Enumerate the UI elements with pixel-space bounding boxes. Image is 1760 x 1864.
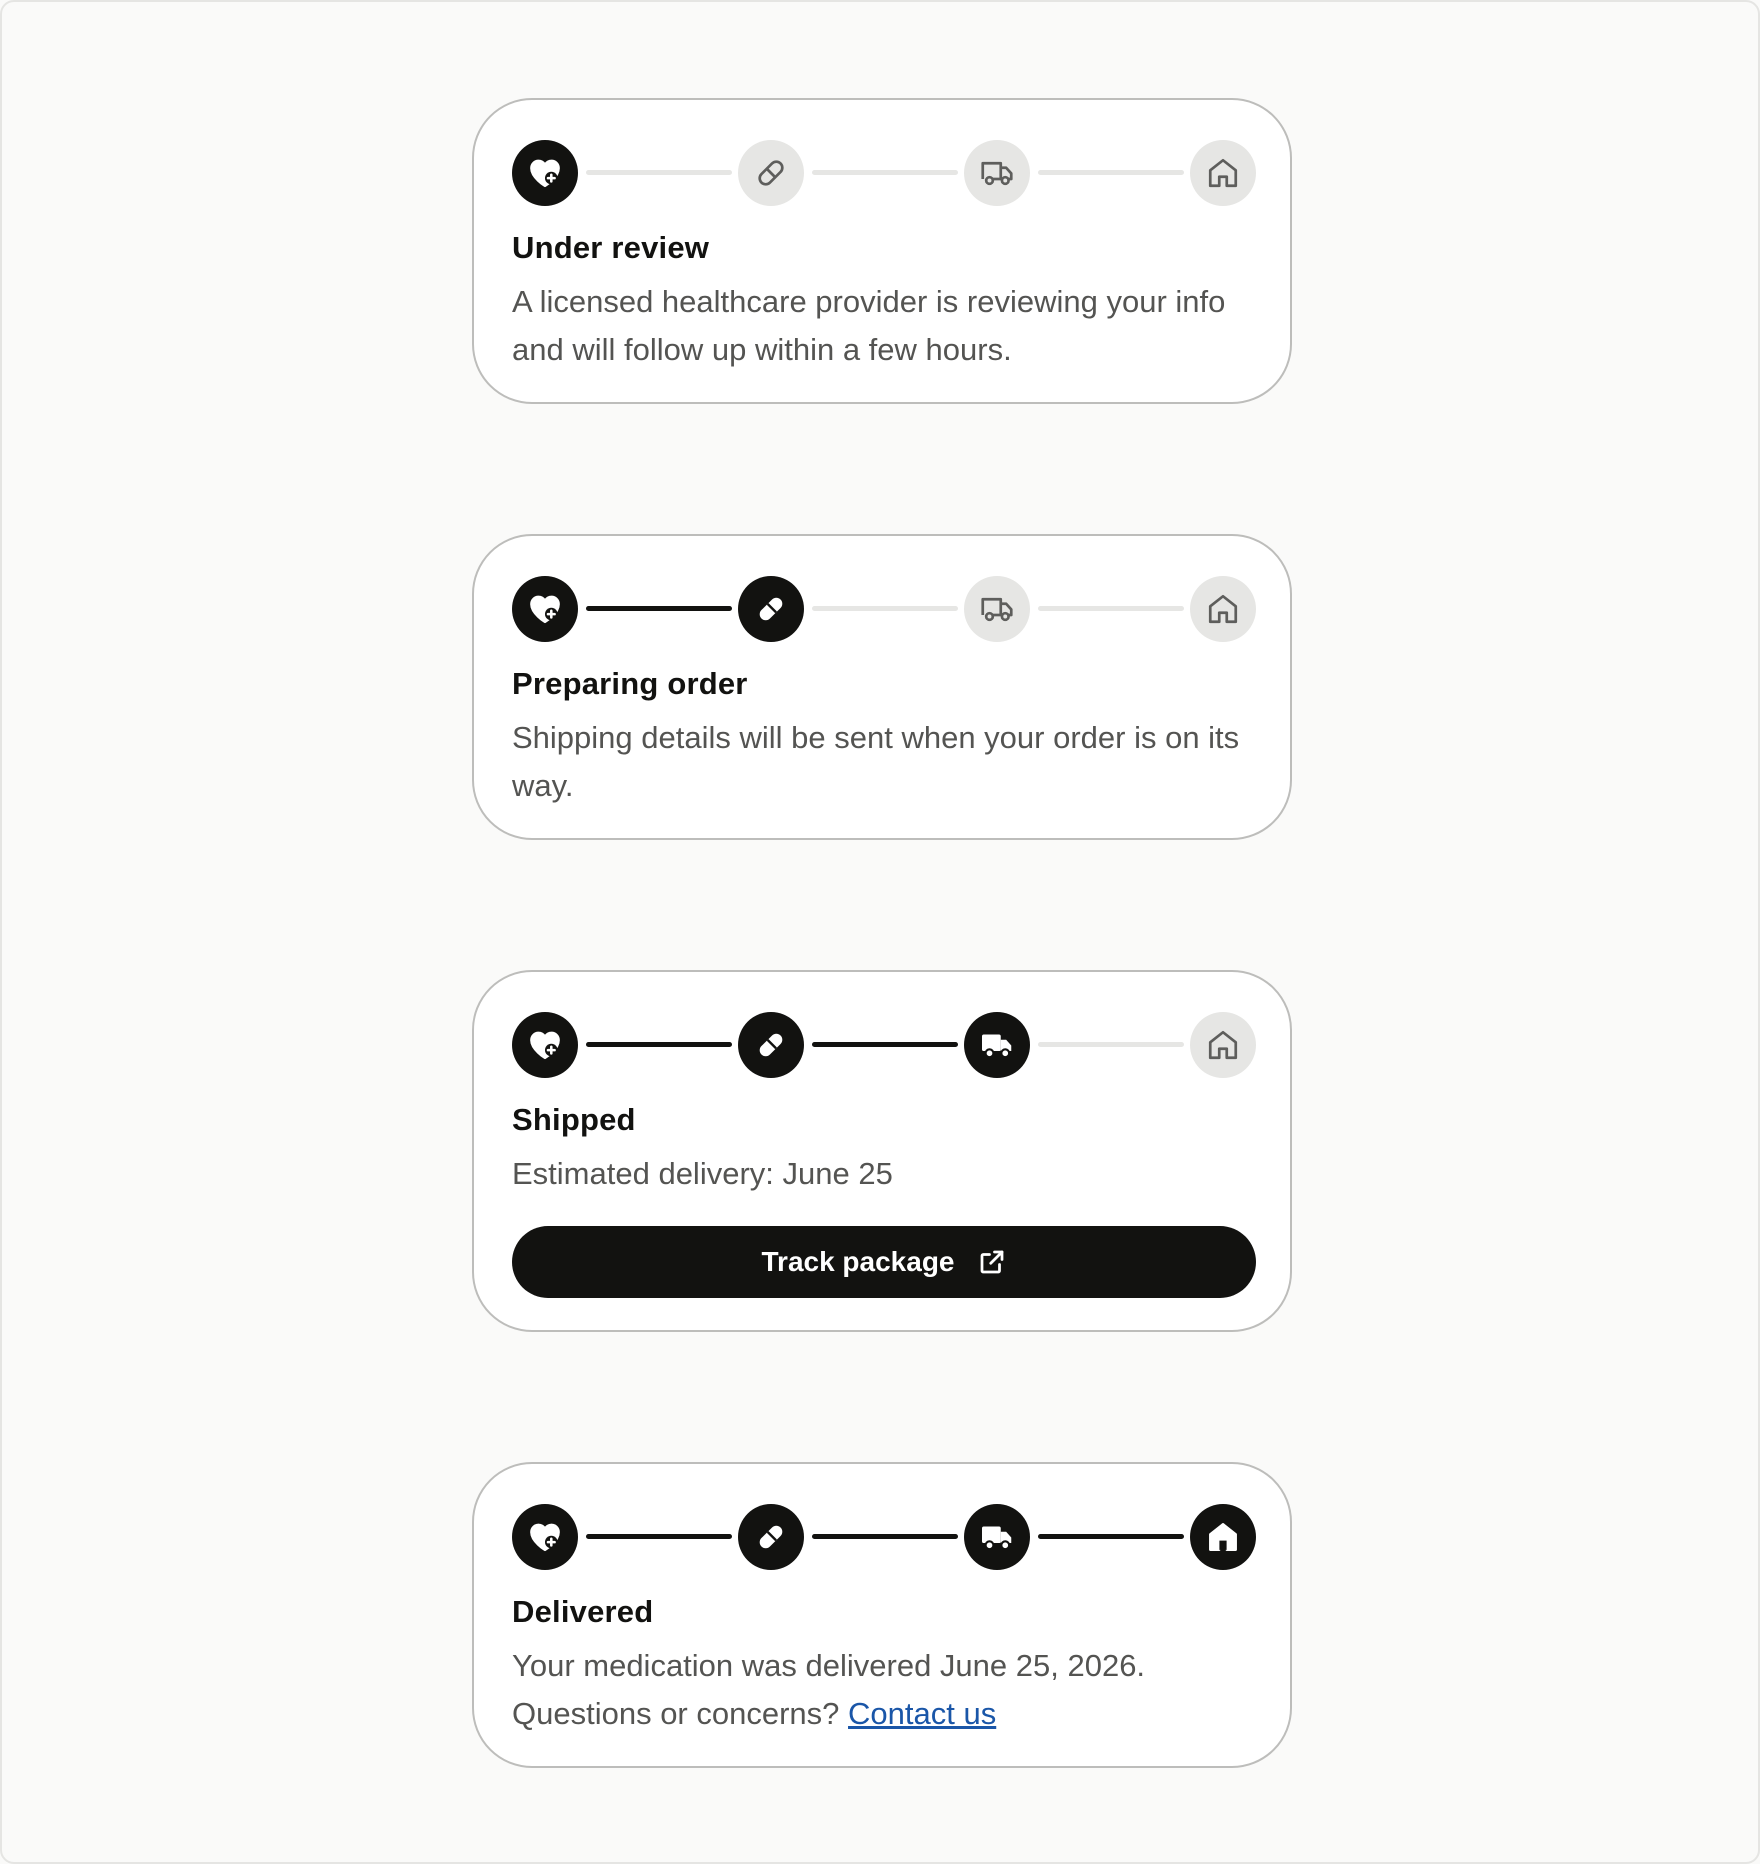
track-package-button[interactable] <box>512 1226 1256 1298</box>
status-description: Estimated delivery: June 25 <box>512 1156 893 1191</box>
step-review <box>512 576 578 642</box>
home-icon <box>1205 1519 1241 1555</box>
step-ship <box>964 140 1030 206</box>
status-description: Shipping details will be sent when your order is on its way. <box>512 720 1240 803</box>
step-connector <box>812 1042 958 1047</box>
step-deliver <box>1190 576 1256 642</box>
step-connector <box>1038 170 1184 175</box>
step-deliver <box>1190 1504 1256 1570</box>
truck-icon <box>979 591 1015 627</box>
status-title: Shipped <box>512 1102 636 1137</box>
step-connector <box>812 1534 958 1539</box>
step-deliver <box>1190 1012 1256 1078</box>
track-package-label: Track package <box>761 1246 955 1277</box>
status-description <box>512 1642 1252 1738</box>
step-connector <box>586 606 732 611</box>
home-icon <box>1205 591 1241 627</box>
truck-icon <box>979 1519 1015 1555</box>
step-prepare <box>738 1012 804 1078</box>
heart-plus-icon <box>527 155 563 191</box>
step-connector <box>586 170 732 175</box>
order-status-card-preparing <box>472 534 1292 840</box>
status-title: Under review <box>512 230 710 265</box>
progress-stepper <box>512 140 1256 206</box>
step-connector <box>812 170 958 175</box>
step-review <box>512 1012 578 1078</box>
questions-text: Questions or concerns? <box>512 1696 840 1731</box>
delivered-message: Your medication was delivered June 25, 2026. <box>512 1648 1146 1683</box>
heart-plus-icon <box>527 1519 563 1555</box>
home-icon <box>1205 155 1241 191</box>
truck-icon <box>979 155 1015 191</box>
step-connector <box>1038 606 1184 611</box>
heart-plus-icon <box>527 1027 563 1063</box>
step-connector <box>1038 1042 1184 1047</box>
step-ship <box>964 1504 1030 1570</box>
step-ship <box>964 1012 1030 1078</box>
order-status-card-under-review <box>472 98 1292 404</box>
progress-stepper <box>512 1504 1256 1570</box>
step-connector <box>1038 1534 1184 1539</box>
step-connector <box>812 606 958 611</box>
pill-icon <box>753 591 789 627</box>
home-icon <box>1205 1027 1241 1063</box>
external-link-icon <box>977 1247 1007 1277</box>
contact-us-link[interactable]: Contact us <box>848 1696 997 1731</box>
progress-stepper <box>512 1012 1256 1078</box>
order-status-card-delivered <box>472 1462 1292 1768</box>
pill-icon <box>753 1519 789 1555</box>
status-title: Delivered <box>512 1594 654 1629</box>
step-prepare <box>738 1504 804 1570</box>
step-prepare <box>738 576 804 642</box>
step-ship <box>964 576 1030 642</box>
status-description: A licensed healthcare provider is reviewing your info and will follow up within a few hours. <box>512 284 1226 367</box>
step-prepare <box>738 140 804 206</box>
step-connector <box>586 1534 732 1539</box>
step-review <box>512 140 578 206</box>
pill-icon <box>753 1027 789 1063</box>
step-deliver <box>1190 140 1256 206</box>
pill-icon <box>753 155 789 191</box>
status-title: Preparing order <box>512 666 748 701</box>
step-connector <box>586 1042 732 1047</box>
progress-stepper <box>512 576 1256 642</box>
order-status-card-shipped <box>472 970 1292 1332</box>
step-review <box>512 1504 578 1570</box>
heart-plus-icon <box>527 591 563 627</box>
truck-icon <box>979 1027 1015 1063</box>
